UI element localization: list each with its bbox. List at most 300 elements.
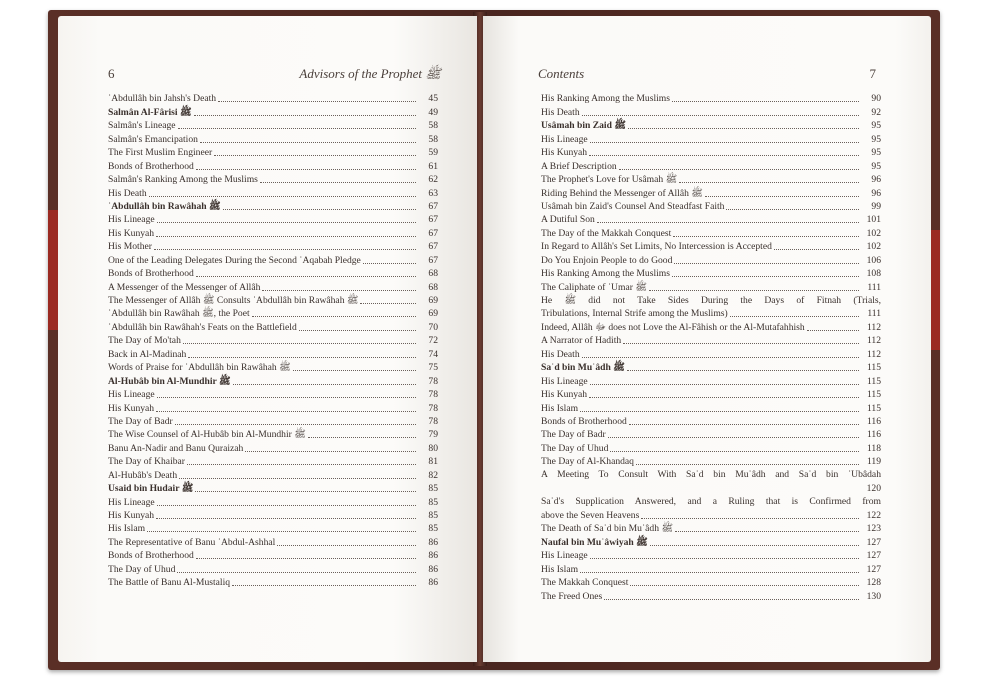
- toc-entry: [108, 549, 438, 562]
- toc-entry-page: 78: [428, 389, 438, 401]
- toc-leader-dots: [188, 357, 416, 358]
- toc-entry-page: 86: [428, 563, 438, 575]
- toc-leader-dots: [157, 397, 416, 398]
- toc-entry-page: 118: [866, 442, 881, 454]
- right-page-header: [538, 66, 876, 82]
- left-toc-list: [108, 92, 438, 589]
- toc-entry-page: 112: [866, 321, 881, 333]
- toc-leader-dots: [627, 370, 859, 371]
- toc-entry-page: 122: [866, 510, 881, 521]
- toc-entry-page: 99: [871, 200, 881, 212]
- toc-entry: [108, 159, 438, 172]
- toc-entry: [108, 253, 438, 266]
- toc-entry: [108, 240, 438, 253]
- toc-entry: [541, 253, 881, 266]
- toc-entry-page: 127: [866, 563, 881, 575]
- toc-entry-title: The Day of Uhud: [541, 442, 609, 454]
- toc-entry-title: A Dutiful Son: [541, 214, 595, 226]
- toc-leader-dots: [582, 357, 859, 358]
- toc-leader-dots: [630, 585, 859, 586]
- toc-entry-page: 67: [428, 200, 438, 212]
- toc-entry: [108, 468, 438, 481]
- toc-entry: [541, 92, 881, 105]
- toc-leader-dots: [147, 531, 416, 532]
- toc-entry-title: His Lineage: [108, 496, 155, 508]
- toc-entry-page: 63: [428, 187, 438, 199]
- toc-leader-dots: [214, 155, 416, 156]
- toc-leader-dots: [157, 505, 416, 506]
- toc-leader-dots: [308, 437, 416, 438]
- toc-entry-page: 130: [866, 590, 881, 602]
- toc-leader-dots: [260, 182, 416, 183]
- toc-leader-dots: [177, 572, 416, 573]
- toc-entry: [108, 347, 438, 360]
- toc-entry: [108, 388, 438, 401]
- toc-entry: [108, 374, 438, 387]
- toc-entry: [541, 213, 881, 226]
- toc-entry: [108, 509, 438, 522]
- toc-entry-title: Salmân's Lineage: [108, 120, 176, 132]
- toc-entry-page: 61: [428, 160, 438, 172]
- toc-entry-page: 81: [428, 456, 438, 468]
- toc-entry-page: 123: [866, 523, 881, 535]
- toc-entry-page: 67: [428, 254, 438, 266]
- toc-entry-page: 102: [866, 241, 881, 253]
- toc-entry: [541, 535, 881, 548]
- toc-entry: [541, 132, 881, 145]
- toc-entry-title: The Makkah Conquest: [541, 577, 629, 589]
- toc-entry-title-cont: Tribulations, Internal Strife among the Muslims): [541, 308, 728, 320]
- toc-entry: [108, 428, 438, 441]
- toc-entry-title: The Battle of Banu Al-Mustaliq: [108, 577, 231, 589]
- toc-leader-dots: [156, 236, 416, 237]
- toc-entry-page: 67: [428, 214, 438, 226]
- toc-entry-title: His Ranking Among the Muslims: [541, 268, 670, 280]
- toc-entry: [108, 576, 438, 589]
- toc-entry-title: The Day of Mo'tah: [108, 335, 181, 347]
- toc-entry-title: A Messenger of the Messenger of Allâh: [108, 281, 261, 293]
- toc-entry-title: The First Muslim Engineer: [108, 147, 213, 159]
- toc-leader-dots: [589, 397, 859, 398]
- toc-entry: [108, 535, 438, 548]
- toc-entry-page: 127: [866, 550, 881, 562]
- left-page: [58, 16, 477, 662]
- toc-entry-page: 85: [428, 510, 438, 521]
- toc-entry: [108, 455, 438, 468]
- toc-entry: [541, 334, 881, 347]
- toc-entry-page: 85: [428, 523, 438, 535]
- toc-entry-title: The Death of Saʿd bin Muʿâdh ﷺ: [541, 523, 674, 535]
- toc-entry: [108, 132, 438, 145]
- toc-entry: [108, 119, 438, 132]
- toc-leader-dots: [156, 411, 416, 412]
- toc-entry-title: The Messenger of Allâh ﷺ Consults ʿAbdullâh bin Rawâhah ﷺ: [108, 295, 359, 306]
- toc-entry-title: His Mother: [108, 241, 152, 253]
- toc-entry: [108, 146, 438, 159]
- toc-entry: [541, 374, 881, 387]
- toc-leader-dots: [178, 128, 416, 129]
- toc-entry-page: 106: [866, 254, 881, 266]
- toc-entry-page: 101: [866, 214, 881, 226]
- toc-leader-dots: [629, 424, 859, 425]
- toc-entry: [108, 294, 438, 307]
- toc-leader-dots: [774, 249, 859, 250]
- toc-entry-page: 119: [866, 456, 881, 468]
- toc-entry-page: 67: [428, 241, 438, 253]
- toc-entry-page: 82: [428, 469, 438, 481]
- toc-entry-title: The Day of Khaibar: [108, 456, 185, 468]
- toc-entry-title: Al-Hubâb's Death: [108, 469, 178, 481]
- toc-leader-dots: [149, 196, 416, 197]
- toc-entry-page: 58: [428, 120, 438, 132]
- toc-entry-page: 115: [866, 389, 881, 401]
- toc-entry-title: His Kunyah: [108, 510, 155, 521]
- toc-entry: [541, 549, 881, 562]
- toc-entry-title: His Kunyah: [541, 147, 588, 159]
- toc-entry-title: The Day of Al-Khandaq: [541, 456, 634, 468]
- toc-leader-dots: [726, 209, 859, 210]
- toc-leader-dots: [650, 545, 859, 546]
- right-page: [483, 16, 931, 662]
- toc-entry-page: 95: [871, 160, 881, 172]
- toc-entry-page: 112: [866, 348, 881, 360]
- toc-entry: [541, 294, 881, 321]
- toc-entry-title: He ﷺ did not Take Sides During the Days of Fitnah (Trials,: [541, 294, 881, 306]
- toc-entry: [541, 455, 881, 468]
- toc-entry-title: His Lineage: [541, 375, 588, 387]
- toc-leader-dots: [672, 101, 859, 102]
- toc-entry-title: ʿAbdullâh bin Rawâhah's Feats on the Battlefield: [108, 321, 297, 333]
- right-page-number: 7: [869, 66, 876, 81]
- toc-leader-dots: [187, 464, 416, 465]
- toc-entry-page: 116: [866, 429, 881, 441]
- toc-entry-page: 86: [428, 550, 438, 562]
- toc-entry-page: 80: [428, 442, 438, 454]
- toc-entry-title: The Caliphate of ʿUmar ﷺ: [541, 281, 647, 293]
- toc-entry-title: Bonds of Brotherhood: [108, 160, 194, 172]
- toc-entry-title: Banu An-Nadir and Banu Quraizah: [108, 442, 244, 454]
- toc-entry: [108, 186, 438, 199]
- toc-leader-dots: [672, 276, 859, 277]
- toc-entry-title: A Brief Description: [541, 160, 617, 172]
- toc-entry-title: Indeed, Allâh ﷻ does not Love the Al-Fâhish or the Al-Mutafahhish: [541, 321, 805, 333]
- toc-entry-page: 70: [428, 321, 438, 333]
- toc-entry-page: 112: [866, 335, 881, 347]
- toc-leader-dots: [196, 558, 416, 559]
- toc-leader-dots: [675, 531, 859, 532]
- toc-entry-page: 78: [428, 375, 438, 387]
- toc-entry-page: 85: [428, 483, 438, 495]
- toc-entry-title: Al-Hubâb bin Al-Mundhir ﷺ: [108, 375, 231, 387]
- left-page-header: [108, 66, 441, 85]
- toc-entry-title: His Lineage: [541, 133, 588, 145]
- toc-leader-dots: [200, 142, 416, 143]
- toc-entry: [541, 146, 881, 159]
- toc-entry-page: 115: [866, 402, 881, 414]
- toc-leader-dots: [674, 263, 859, 264]
- toc-leader-dots: [194, 115, 416, 116]
- toc-entry-page: 95: [871, 120, 881, 132]
- toc-entry-title: The Prophet's Love for Usâmah ﷺ: [541, 174, 678, 186]
- toc-entry-title: A Narrator of Hadith: [541, 335, 622, 347]
- toc-leader-dots: [252, 316, 416, 317]
- toc-entry-title: His Ranking Among the Muslims: [541, 93, 670, 105]
- toc-entry-title: A Meeting To Consult With Saʿd bin Muʿâdh and Saʿd bin ʿUbâdah: [541, 469, 881, 481]
- toc-entry: [541, 388, 881, 401]
- toc-entry-page: 120: [866, 483, 881, 495]
- toc-leader-dots: [580, 572, 859, 573]
- toc-entry: [541, 361, 881, 374]
- toc-entry: [541, 415, 881, 428]
- cover-accent-left: [48, 210, 58, 330]
- toc-entry-page: 116: [866, 415, 881, 427]
- toc-leader-dots: [157, 222, 416, 223]
- toc-entry-page: 49: [428, 106, 438, 118]
- toc-leader-dots: [179, 478, 416, 479]
- toc-entry-page: 58: [428, 133, 438, 145]
- toc-leader-dots: [299, 330, 416, 331]
- toc-entry-page: 74: [428, 348, 438, 360]
- toc-entry-title: Usâmah bin Zaid ﷺ: [541, 120, 626, 132]
- toc-entry: [108, 213, 438, 226]
- toc-leader-dots: [636, 464, 859, 465]
- toc-entry: [541, 280, 881, 293]
- toc-entry: [108, 307, 438, 320]
- toc-entry-page: 72: [428, 335, 438, 347]
- toc-leader-dots: [608, 437, 859, 438]
- toc-entry-title: Riding Behind the Messenger of Allâh ﷺ: [541, 187, 703, 199]
- toc-leader-dots: [582, 115, 859, 116]
- toc-entry: [541, 495, 881, 522]
- toc-entry: [541, 401, 881, 414]
- toc-entry: [108, 173, 438, 186]
- toc-entry: [541, 173, 881, 186]
- toc-entry: [108, 320, 438, 333]
- toc-entry-title: The Day of Badr: [108, 415, 173, 427]
- toc-entry: [108, 482, 438, 495]
- toc-leader-dots: [679, 182, 859, 183]
- toc-entry: [541, 428, 881, 441]
- toc-entry: [108, 92, 438, 105]
- toc-leader-dots: [218, 101, 416, 102]
- toc-entry-page: 92: [871, 106, 881, 118]
- toc-entry: [541, 267, 881, 280]
- toc-leader-dots: [590, 142, 859, 143]
- toc-entry-page: 128: [866, 577, 881, 589]
- toc-leader-dots: [232, 585, 416, 586]
- toc-entry-title: His Death: [108, 187, 147, 199]
- toc-entry-title: The Representative of Banu ʿAbdul-Ashhal: [108, 536, 276, 548]
- toc-leader-dots: [590, 384, 859, 385]
- toc-entry-title: Salmân's Ranking Among the Muslims: [108, 174, 258, 186]
- toc-entry-title: His Kunyah: [108, 402, 155, 414]
- toc-entry: [541, 105, 881, 118]
- toc-entry-title-cont: above the Seven Heavens: [541, 510, 640, 521]
- toc-entry-page: 111: [867, 308, 881, 320]
- toc-entry-page: 67: [428, 227, 438, 239]
- toc-entry: [541, 441, 881, 454]
- toc-entry: [108, 361, 438, 374]
- toc-leader-dots: [580, 411, 859, 412]
- toc-entry-title: Bonds of Brotherhood: [108, 268, 194, 280]
- toc-entry-title: Usaid bin Hudair ﷺ: [108, 483, 194, 495]
- toc-entry: [541, 226, 881, 239]
- toc-entry: [108, 226, 438, 239]
- toc-entry-page: 96: [871, 187, 881, 199]
- toc-leader-dots: [623, 343, 859, 344]
- toc-leader-dots: [649, 290, 859, 291]
- toc-entry-title: His Lineage: [108, 214, 155, 226]
- toc-entry-page: 69: [428, 308, 438, 320]
- toc-entry-title: His Death: [541, 348, 580, 360]
- toc-leader-dots: [363, 263, 416, 264]
- toc-entry-page: 69: [428, 295, 438, 306]
- toc-entry-continuation: [541, 482, 881, 495]
- toc-entry-continuation: [541, 509, 881, 522]
- toc-entry-continuation: [541, 307, 881, 320]
- toc-entry-title: His Islam: [108, 523, 146, 535]
- toc-entry-title: The Freed Ones: [541, 590, 603, 602]
- cover-accent-right: [930, 230, 940, 350]
- toc-entry-title: Back in Al-Madinah: [108, 348, 187, 360]
- toc-entry-title: His Islam: [541, 402, 579, 414]
- toc-leader-dots: [807, 330, 859, 331]
- toc-entry-page: 127: [866, 536, 881, 548]
- toc-entry-page: 111: [867, 281, 881, 293]
- toc-entry-page: 45: [428, 93, 438, 105]
- toc-leader-dots: [154, 249, 416, 250]
- toc-leader-dots: [293, 370, 416, 371]
- toc-entry-title: ʿAbdullâh bin Jahsh's Death: [108, 93, 217, 105]
- toc-leader-dots: [360, 303, 416, 304]
- toc-entry-page: 115: [866, 375, 881, 387]
- toc-entry: [108, 415, 438, 428]
- toc-leader-dots: [196, 169, 416, 170]
- toc-leader-dots: [610, 451, 859, 452]
- toc-entry: [108, 267, 438, 280]
- toc-entry: [541, 240, 881, 253]
- toc-entry-title: Do You Enjoin People to do Good: [541, 254, 673, 266]
- toc-entry-page: 68: [428, 281, 438, 293]
- toc-entry-page: 59: [428, 147, 438, 159]
- toc-leader-dots: [705, 196, 859, 197]
- toc-entry-page: 86: [428, 536, 438, 548]
- toc-entry: [541, 320, 881, 333]
- toc-entry-title: His Death: [541, 106, 580, 118]
- toc-entry: [541, 589, 881, 602]
- toc-entry-page: 96: [871, 174, 881, 186]
- toc-leader-dots: [590, 558, 859, 559]
- toc-entry: [108, 401, 438, 414]
- left-running-title: Advisors of the Prophet ﷺ: [299, 66, 441, 81]
- toc-entry-page: 79: [428, 429, 438, 441]
- right-toc-list: [541, 92, 881, 603]
- toc-entry-page: 85: [428, 496, 438, 508]
- toc-entry-page: 95: [871, 147, 881, 159]
- toc-entry: [541, 522, 881, 535]
- toc-leader-dots: [277, 545, 416, 546]
- toc-entry-title: Salmân's Emancipation: [108, 133, 198, 145]
- toc-entry: [541, 576, 881, 589]
- toc-entry-title: His Lineage: [541, 550, 588, 562]
- toc-entry-page: 95: [871, 133, 881, 145]
- toc-entry: [541, 562, 881, 575]
- toc-entry-title: The Wise Counsel of Al-Hubâb bin Al-Mundhir ﷺ: [108, 429, 306, 441]
- toc-entry: [108, 334, 438, 347]
- toc-entry-title: Salmân Al-Fârisi ﷺ: [108, 106, 192, 118]
- toc-leader-dots: [196, 276, 416, 277]
- toc-entry: [108, 522, 438, 535]
- toc-entry: [108, 562, 438, 575]
- toc-entry: [108, 200, 438, 213]
- right-running-title: Contents: [538, 66, 585, 81]
- toc-leader-dots: [245, 451, 416, 452]
- toc-entry-page: 75: [428, 362, 438, 374]
- toc-entry: [541, 347, 881, 360]
- toc-entry: [541, 186, 881, 199]
- toc-entry-title: His Kunyah: [108, 227, 155, 239]
- toc-entry-title: The Day of Badr: [541, 429, 606, 441]
- toc-leader-dots: [223, 209, 416, 210]
- toc-leader-dots: [233, 384, 416, 385]
- toc-entry: [108, 280, 438, 293]
- toc-entry-title: His Lineage: [108, 389, 155, 401]
- toc-leader-dots: [589, 155, 859, 156]
- toc-entry: [108, 105, 438, 118]
- toc-entry-page: 86: [428, 577, 438, 589]
- toc-leader-dots: [262, 290, 416, 291]
- toc-entry-page: 68: [428, 268, 438, 280]
- toc-entry-title: Bonds of Brotherhood: [541, 415, 627, 427]
- toc-entry-title: The Day of the Makkah Conquest: [541, 227, 672, 239]
- toc-entry-page: 90: [871, 93, 881, 105]
- toc-entry-title: His Islam: [541, 563, 579, 575]
- toc-entry-page: 102: [866, 227, 881, 239]
- toc-entry: [108, 441, 438, 454]
- toc-entry: [541, 200, 881, 213]
- toc-entry: [541, 468, 881, 495]
- toc-entry-title: ʿAbdullâh bin Rawâhah ﷺ, the Poet: [108, 308, 250, 320]
- toc-leader-dots: [195, 491, 416, 492]
- toc-entry-title: Saʿd bin Muʿâdh ﷺ: [541, 362, 625, 374]
- toc-entry-title: In Regard to Allâh's Set Limits, No Intercession is Accepted: [541, 241, 772, 253]
- toc-entry-title: Words of Praise for ʿAbdullâh bin Rawâhah ﷺ: [108, 362, 291, 374]
- toc-entry-title: One of the Leading Delegates During the Second ʿAqabah Pledge: [108, 254, 361, 266]
- toc-entry-title: Naufal bin Muʿâwiyah ﷺ: [541, 536, 648, 548]
- toc-leader-dots: [730, 316, 859, 317]
- toc-leader-dots: [673, 236, 859, 237]
- toc-entry: [541, 119, 881, 132]
- toc-entry-page: 62: [428, 174, 438, 186]
- toc-entry: [541, 159, 881, 172]
- toc-leader-dots: [628, 128, 859, 129]
- toc-entry-page: 78: [428, 415, 438, 427]
- toc-entry-page: 115: [866, 362, 881, 374]
- toc-entry-title: Usâmah bin Zaid's Counsel And Steadfast Faith: [541, 200, 725, 212]
- toc-entry-page: 108: [866, 268, 881, 280]
- toc-leader-dots: [175, 424, 416, 425]
- toc-entry-title: His Kunyah: [541, 389, 588, 401]
- toc-leader-dots: [619, 169, 859, 170]
- toc-leader-dots: [156, 518, 416, 519]
- toc-entry-page: 78: [428, 402, 438, 414]
- left-page-number: 6: [108, 66, 115, 81]
- toc-entry-title: Bonds of Brotherhood: [108, 550, 194, 562]
- toc-leader-dots: [597, 222, 859, 223]
- toc-entry-title: The Day of Uhud: [108, 563, 176, 575]
- toc-leader-dots: [604, 599, 859, 600]
- toc-entry-title: Saʿd's Supplication Answered, and a Ruling that is Confirmed from: [541, 496, 881, 508]
